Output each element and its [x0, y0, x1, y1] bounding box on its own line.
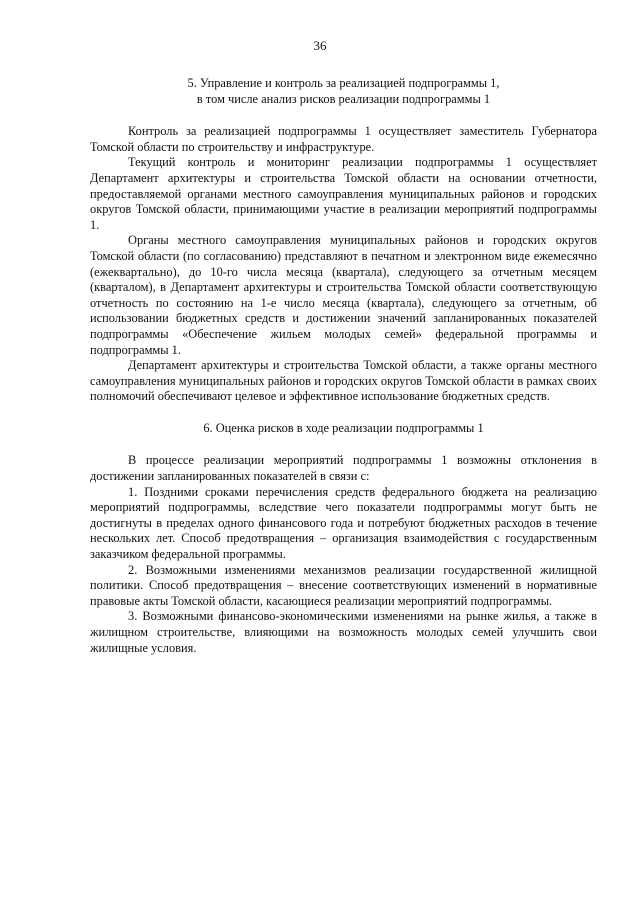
document-body — [90, 76, 597, 656]
paragraph: В процессе реализации мероприятий подпрограммы 1 возможны отклонения в достижении запланированных показателей в связи с: — [90, 453, 597, 484]
paragraph: Текущий контроль и мониторинг реализации подпрограммы 1 осуществляет Департамент архитектуры и строительства Томской области на основании отчетности, предоставляемой органами местного самоуправления муниципальных районов и городских округов Томской области, принимающими участие в реализации мероприятий подпрограммы 1. — [90, 155, 597, 232]
section-risk-assessment — [90, 421, 597, 656]
list-item: 2. Возможными изменениями механизмов реализации государственной жилищной политики. Способ предотвращения – внесение соответствующих изменений в нормативные правовые акты Томской области, касающиеся реализации мероприятий подпрограммы. — [90, 562, 597, 608]
paragraph: Контроль за реализацией подпрограммы 1 осуществляет заместитель Губернатора Томской области по строительству и инфраструктуре. — [90, 124, 597, 154]
list-item: 1. Поздними сроками перечисления средств федерального бюджета на реализацию мероприятий подпрограммы, вследствие чего показатели подпрограммы могут быть не достигнуты в пределах одного финансового года и потребуют бюджетных расходов в течение нескольких лет. Способ предотвращения – организация взаимодействия с государственным заказчиком федеральной программы. — [90, 484, 597, 562]
section-heading-line: 5. Управление и контроль за реализацией подпрограммы 1, — [187, 76, 500, 90]
paragraph: Департамент архитектуры и строительства Томской области, а также органы местного самоуправления муниципальных районов и городских округов Томской области в рамках своих полномочий обеспечивают целевое и эффективное использование бюджетных средств. — [90, 358, 597, 404]
list-item: 3. Возможными финансово-экономическими изменениями на рынке жилья, а также в жилищном строительстве, влияющими на возможность молодых семей улучшить свои жилищные условия. — [90, 609, 597, 655]
section-heading: 6. Оценка рисков в ходе реализации подпрограммы 1 — [203, 420, 484, 435]
page-number: 36 — [313, 38, 327, 53]
section-management-control — [90, 76, 597, 405]
section-heading — [90, 76, 597, 107]
section-heading-line: в том числе анализ рисков реализации подпрограммы 1 — [196, 91, 491, 106]
paragraph: Органы местного самоуправления муниципальных районов и городских округов Томской области (по согласованию) представляют в печатном и электронном виде ежемесячно (ежеквартально), до 10-го числа месяца (квартала), следующего за отчетным месяцем (кварталом), в Департамент архитектуры и строительства Томской области соответствующую отчетность по состоянию на 1-е число месяца (квартала), следующего за отчетным, об использовании бюджетных средств и достижении значений запланированных показателей подпрограммы «Обеспечение жильем молодых семей» федеральной программы и подпрограммы 1. — [90, 233, 597, 357]
